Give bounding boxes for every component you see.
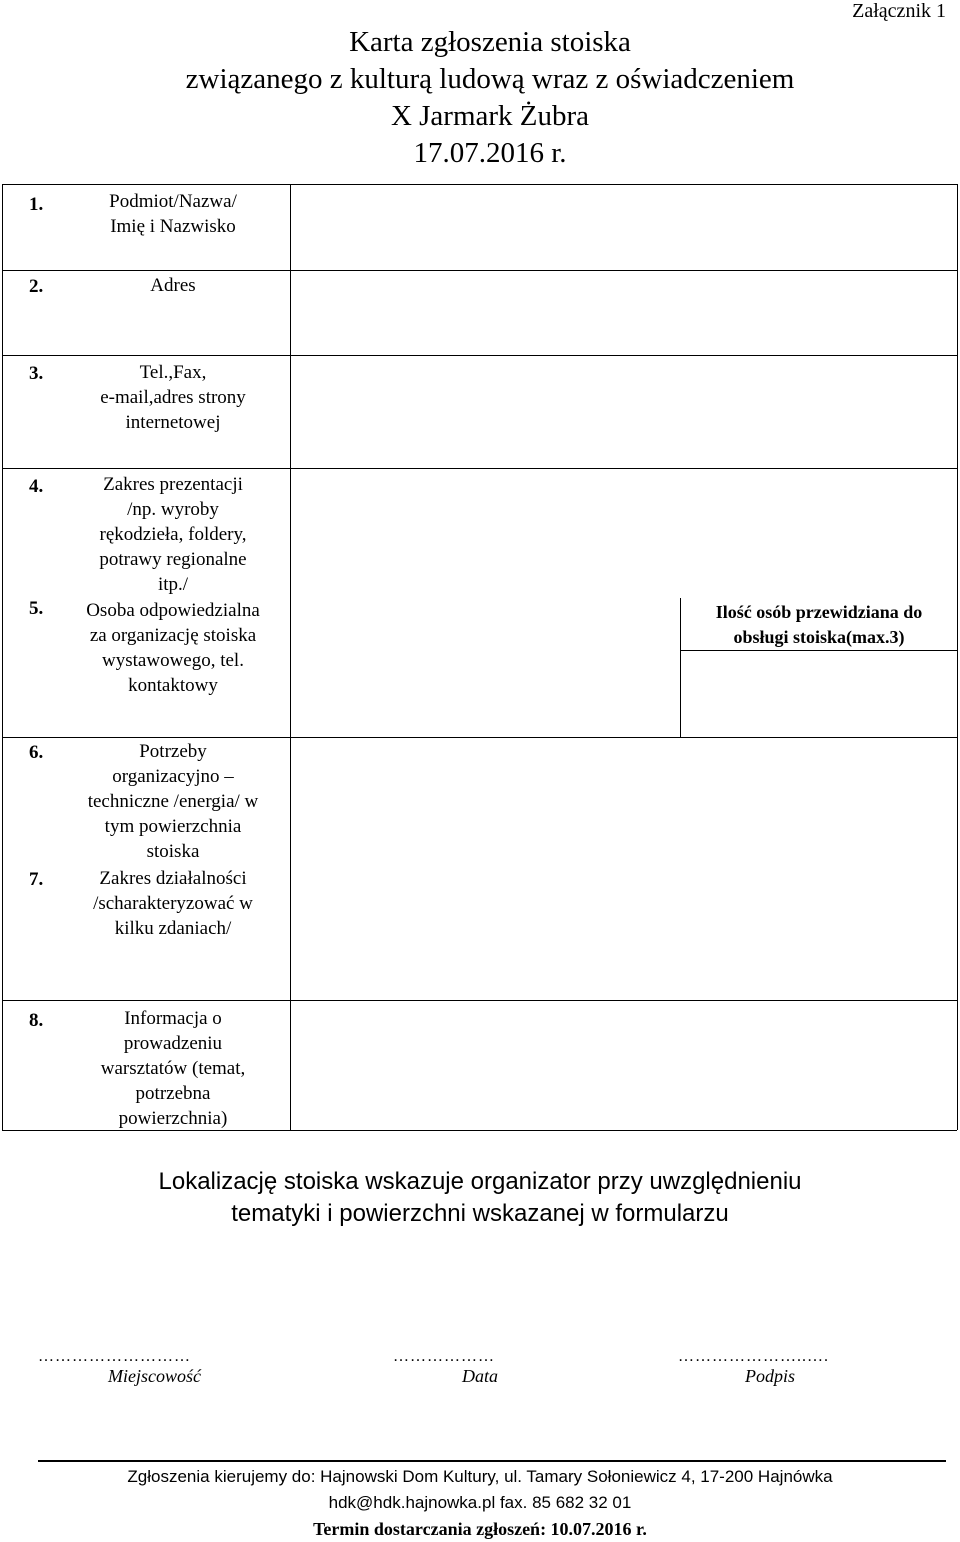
row-divider xyxy=(2,1000,957,1001)
entity-name-field[interactable] xyxy=(292,186,956,269)
title-line-2: związanego z kulturą ludową wraz z oświadczeniem xyxy=(185,63,795,95)
label-line: warsztatów (temat, xyxy=(100,1058,246,1079)
staff-count-label xyxy=(682,600,956,650)
staff-count-column-divider xyxy=(680,598,681,737)
label-line: Informacja o xyxy=(124,1008,222,1029)
footer-deadline: Termin dostarczania zgłoszeń: 10.07.2016 r. xyxy=(313,1519,647,1539)
label-line: Osoba odpowiedzialna xyxy=(86,600,260,621)
row-label-responsible-person xyxy=(58,598,288,698)
row-divider xyxy=(2,468,957,469)
staff-count-field[interactable] xyxy=(682,652,956,736)
workshops-field[interactable] xyxy=(292,1002,956,1129)
row-divider xyxy=(2,270,957,271)
label-line: Podmiot/Nazwa/ xyxy=(109,191,237,212)
title-line-4: 17.07.2016 r. xyxy=(413,137,567,169)
row-number-5: 5. xyxy=(29,598,44,619)
label-line: rękodzieła, foldery, xyxy=(99,524,247,545)
label-line: wystawowego, tel. xyxy=(102,650,244,671)
signature-dots: …………………..…. xyxy=(678,1348,829,1365)
row-number-6: 6. xyxy=(29,742,44,763)
row-number-2: 2. xyxy=(29,276,44,297)
label-line: kilku zdaniach/ xyxy=(114,918,232,939)
label-line: Ilość osób przewidziana do xyxy=(715,602,923,622)
label-line: prowadzeniu xyxy=(123,1033,223,1054)
label-line: stoiska xyxy=(146,841,200,862)
row-label-entity-name xyxy=(58,189,288,239)
note-line: tematyki i powierzchni wskazanej w formularzu xyxy=(231,1200,729,1227)
label-line: /scharakteryzować w xyxy=(93,893,253,914)
table-border-top xyxy=(2,184,957,185)
table-border-right xyxy=(957,184,958,1130)
label-line: itp./ xyxy=(157,574,189,595)
label-line: Tel.,Fax, xyxy=(139,362,207,383)
address-field[interactable] xyxy=(292,272,956,354)
row-number-3: 3. xyxy=(29,363,44,384)
row-divider xyxy=(2,737,957,738)
label-line: obsługi stoiska(max.3) xyxy=(733,627,905,647)
label-line: potrzebna xyxy=(135,1083,211,1104)
attachment-label: Załącznik 1 xyxy=(852,0,946,22)
label-line: e-mail,adres strony xyxy=(100,387,246,408)
footer-address: Zgłoszenia kierujemy do: Hajnowski Dom Kultury, ul. Tamary Sołoniewicz 4, 17-200 Hajnówka xyxy=(127,1467,833,1486)
row-divider xyxy=(2,355,957,356)
label-line: potrawy regionalne xyxy=(99,549,247,570)
row-label-address xyxy=(58,273,288,298)
row-label-activity-scope xyxy=(58,866,288,941)
title-line-3: X Jarmark Żubra xyxy=(390,100,590,132)
label-line: powierzchnia) xyxy=(118,1108,228,1129)
document-title xyxy=(0,24,960,172)
title-line-1: Karta zgłoszenia stoiska xyxy=(349,26,631,58)
column-divider xyxy=(290,184,291,1130)
staff-count-divider xyxy=(680,650,957,651)
technical-activity-field[interactable] xyxy=(292,739,956,999)
label-line: Zakres prezentacji xyxy=(103,474,243,495)
label-line: Zakres działalności xyxy=(99,868,247,889)
signature-label: Podpis xyxy=(745,1366,796,1386)
note-line: Lokalizację stoiska wskazuje organizator przy uwzględnieniu xyxy=(158,1168,802,1195)
row-label-technical-needs xyxy=(58,739,288,864)
row-number-4: 4. xyxy=(29,476,44,497)
place-dots: ……………………… xyxy=(38,1348,191,1365)
label-line: kontaktowy xyxy=(128,675,218,696)
label-line: internetowej xyxy=(125,412,221,433)
contact-field[interactable] xyxy=(292,357,956,467)
date-dots: ……………… xyxy=(393,1348,495,1365)
footer xyxy=(0,1464,960,1542)
table-border-left xyxy=(2,184,3,1130)
label-line: organizacyjno – xyxy=(112,766,234,787)
label-line: /np. wyroby xyxy=(127,499,219,520)
label-line: techniczne /energia/ w xyxy=(87,791,259,812)
label-line: Adres xyxy=(150,275,196,296)
location-note xyxy=(0,1166,960,1230)
label-line: Imię i Nazwisko xyxy=(110,216,236,237)
row-number-8: 8. xyxy=(29,1010,44,1031)
row-number-7: 7. xyxy=(29,869,44,890)
footer-contact: hdk@hdk.hajnowka.pl fax. 85 682 32 01 xyxy=(328,1493,632,1512)
row-number-1: 1. xyxy=(29,194,44,215)
label-line: tym powierzchnia xyxy=(104,816,242,837)
row-label-presentation-scope xyxy=(58,472,288,597)
date-label: Data xyxy=(462,1366,498,1386)
label-line: Potrzeby xyxy=(139,741,207,762)
footer-divider xyxy=(38,1460,946,1462)
presentation-responsible-field[interactable] xyxy=(292,470,678,736)
place-label: Miejscowość xyxy=(108,1366,201,1386)
row-label-workshops xyxy=(58,1006,288,1131)
label-line: za organizację stoiska xyxy=(89,625,257,646)
row-label-contact xyxy=(58,360,288,435)
